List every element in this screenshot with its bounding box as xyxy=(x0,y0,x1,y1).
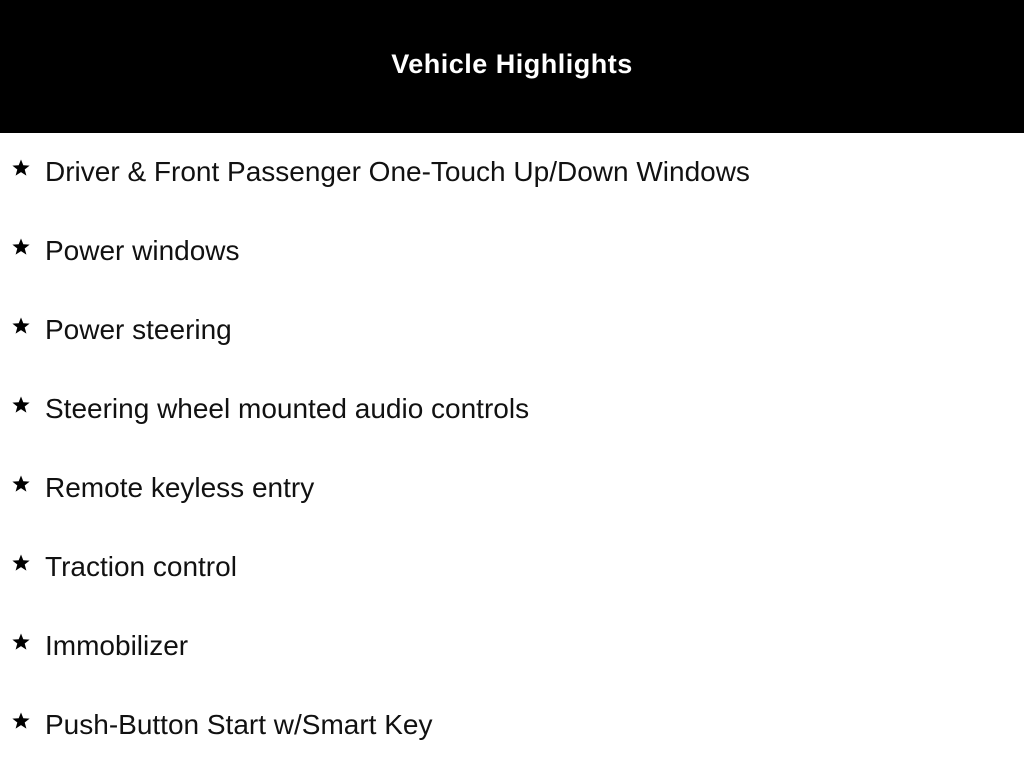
feature-label: Power steering xyxy=(45,314,232,345)
feature-item xyxy=(0,449,1024,528)
feature-item xyxy=(0,212,1024,291)
star-icon xyxy=(11,395,31,415)
feature-label: Steering wheel mounted audio controls xyxy=(45,393,530,424)
star-icon xyxy=(11,711,31,731)
star-icon xyxy=(11,316,31,336)
feature-list xyxy=(0,133,1024,765)
feature-item xyxy=(0,528,1024,607)
feature-item xyxy=(0,686,1024,765)
header-bar xyxy=(0,0,1024,133)
feature-label: Remote keyless entry xyxy=(45,472,315,503)
feature-label: Power windows xyxy=(45,235,240,266)
feature-label: Driver & Front Passenger One-Touch Up/Down Windows xyxy=(45,156,750,187)
star-icon xyxy=(11,553,31,573)
star-icon xyxy=(11,237,31,257)
feature-item xyxy=(0,133,1024,212)
page-title: Vehicle Highlights xyxy=(391,49,633,79)
feature-item xyxy=(0,291,1024,370)
feature-label: Push-Button Start w/Smart Key xyxy=(45,709,433,740)
star-icon xyxy=(11,632,31,652)
feature-label: Traction control xyxy=(45,551,237,582)
star-icon xyxy=(11,474,31,494)
feature-item xyxy=(0,370,1024,449)
star-icon xyxy=(11,158,31,178)
feature-label: Immobilizer xyxy=(45,630,189,661)
feature-item xyxy=(0,607,1024,686)
